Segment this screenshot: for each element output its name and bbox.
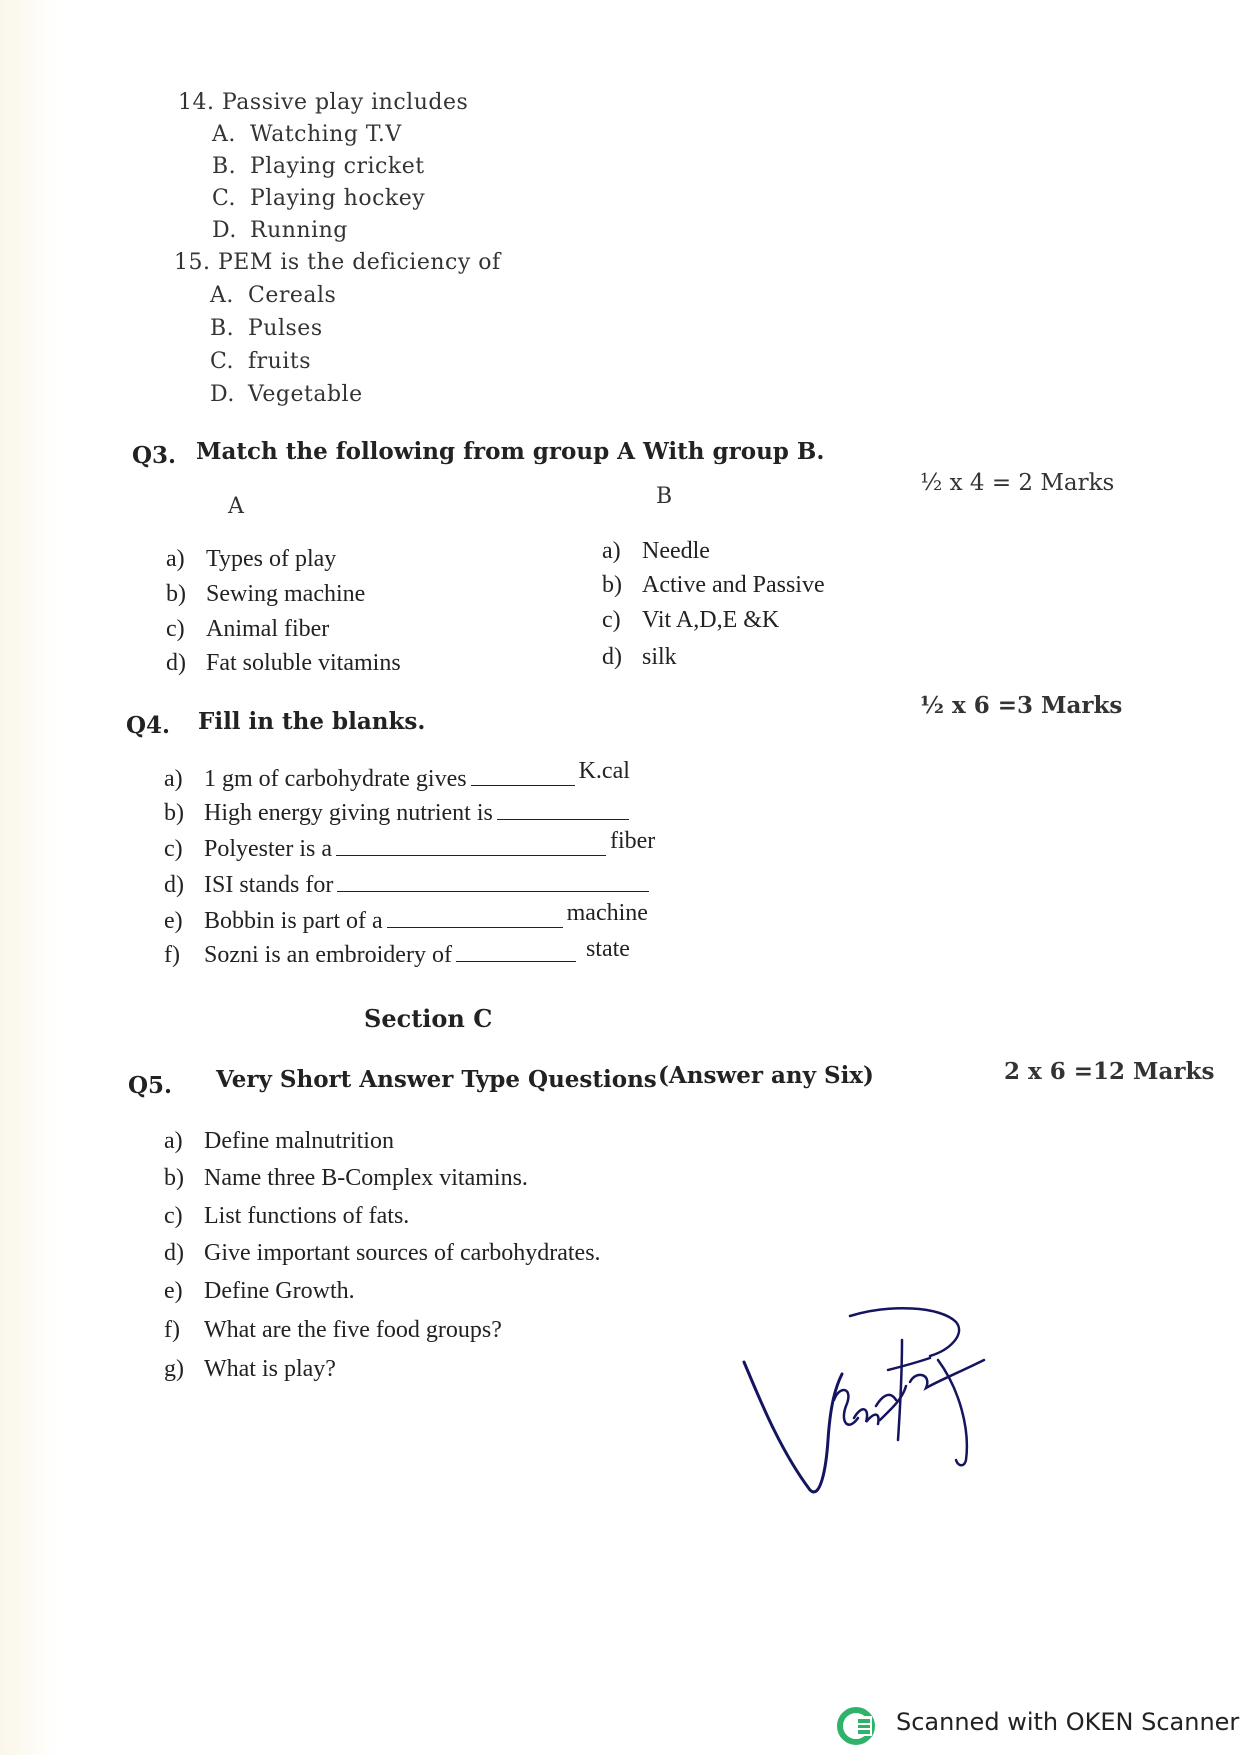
q15-option-c	[210, 349, 311, 374]
q5-note: (Answer any Six)	[658, 1062, 874, 1089]
scanner-watermark-text: Scanned with OKEN Scanner	[896, 1708, 1240, 1736]
q5-marks: 2 x 6 =12 Marks	[1004, 1058, 1215, 1085]
item-letter: c)	[166, 616, 185, 642]
item-suffix: state	[585, 936, 630, 962]
item-text: Polyester is a	[204, 836, 332, 862]
item-letter: b)	[164, 800, 184, 826]
item-text: Name three B-Complex vitamins.	[204, 1165, 528, 1191]
q3-title: Match the following from group A With group B.	[196, 438, 825, 465]
item-letter: a)	[166, 546, 185, 572]
item-letter: b)	[602, 572, 622, 598]
q3-marks: ½ x 4 = 2 Marks	[920, 470, 1115, 496]
option-letter: D.	[210, 382, 235, 407]
item-text: Needle	[642, 538, 710, 564]
item-letter: e)	[164, 1278, 183, 1304]
item-text: Types of play	[206, 546, 337, 572]
oken-scanner-logo-icon	[836, 1706, 876, 1746]
q4-marks: ½ x 6 =3 Marks	[920, 692, 1123, 719]
blank-line	[497, 818, 629, 820]
item-text: What is play?	[204, 1356, 336, 1382]
q3-b-item-b	[602, 572, 825, 599]
blank-line	[471, 784, 575, 786]
question-14: 14. Passive play includes	[178, 90, 469, 115]
q5-number: Q5.	[128, 1072, 173, 1099]
option-letter: B.	[210, 316, 235, 341]
item-text: High energy giving nutrient is	[204, 800, 493, 826]
item-letter: d)	[166, 650, 186, 676]
q14-option-c	[212, 186, 425, 211]
option-letter: D.	[212, 218, 237, 243]
q14-option-d	[212, 218, 348, 243]
blank-line	[456, 960, 576, 962]
option-letter: A.	[212, 122, 236, 147]
q3-a-item-d	[166, 650, 401, 677]
option-text: Running	[250, 218, 348, 243]
item-letter: a)	[602, 538, 621, 564]
item-letter: e)	[164, 908, 183, 934]
item-suffix: machine	[566, 900, 648, 926]
q5-item-c	[164, 1203, 409, 1230]
q15-option-a	[210, 283, 336, 308]
item-text: Sozni is an embroidery of	[204, 942, 452, 968]
q15-option-b	[210, 316, 323, 341]
item-text: Bobbin is part of a	[204, 908, 383, 934]
item-letter: d)	[164, 1240, 184, 1266]
item-letter: a)	[164, 766, 183, 792]
option-letter: C.	[212, 186, 237, 211]
blank-line	[336, 854, 606, 856]
q5-item-b	[164, 1165, 528, 1192]
q4-item-e	[164, 900, 648, 935]
option-text: Watching T.V	[250, 122, 402, 147]
q15-option-d	[210, 382, 363, 407]
q3-a-item-a	[166, 546, 336, 573]
item-text: Vit A,D,E &K	[642, 607, 780, 633]
option-text: Cereals	[248, 283, 337, 308]
q5-item-f	[164, 1317, 502, 1344]
q3-b-item-c	[602, 607, 779, 634]
q4-number: Q4.	[126, 712, 171, 739]
q5-item-a	[164, 1128, 394, 1155]
q4-item-d	[164, 872, 653, 899]
item-text: Active and Passive	[642, 572, 825, 598]
item-letter: b)	[164, 1165, 184, 1191]
blank-line	[387, 926, 563, 928]
item-suffix: K.cal	[578, 758, 630, 784]
item-letter: c)	[164, 1203, 183, 1229]
section-c-title: Section C	[364, 1004, 493, 1033]
item-text: List functions of fats.	[204, 1203, 410, 1229]
question-15: 15. PEM is the deficiency of	[174, 250, 501, 275]
item-text: Sewing machine	[206, 581, 366, 607]
item-text: Fat soluble vitamins	[206, 650, 401, 676]
item-text: ISI stands for	[204, 872, 334, 898]
option-text: Playing cricket	[250, 154, 425, 179]
q3-column-a-heading: A	[228, 494, 244, 519]
option-text: fruits	[248, 349, 311, 374]
item-letter: g)	[164, 1356, 184, 1382]
q4-item-c	[164, 828, 656, 863]
item-letter: d)	[602, 644, 622, 670]
item-letter: c)	[164, 836, 183, 862]
option-letter: A.	[210, 283, 234, 308]
item-letter: b)	[166, 581, 186, 607]
q4-title: Fill in the blanks.	[198, 708, 426, 735]
q3-number: Q3.	[132, 442, 177, 469]
item-text: silk	[642, 644, 677, 670]
item-text: Give important sources of carbohydrates.	[204, 1240, 601, 1266]
page-edge-shade	[0, 0, 60, 1755]
q3-a-item-b	[166, 581, 365, 608]
option-text: Pulses	[248, 316, 323, 341]
q3-a-item-c	[166, 616, 329, 643]
item-letter: d)	[164, 872, 184, 898]
q5-item-g	[164, 1356, 336, 1383]
item-text: Define malnutrition	[204, 1128, 394, 1154]
item-text: Animal fiber	[206, 616, 330, 642]
q3-b-item-a	[602, 538, 710, 565]
option-text: Vegetable	[248, 382, 363, 407]
q5-item-d	[164, 1240, 601, 1267]
q3-column-b-heading: B	[656, 484, 673, 509]
item-text: What are the five food groups?	[204, 1317, 502, 1343]
option-text: Playing hockey	[250, 186, 426, 211]
blank-line	[337, 890, 649, 892]
handwritten-signature	[730, 1300, 1000, 1510]
option-letter: B.	[212, 154, 237, 179]
q4-item-f	[164, 936, 630, 969]
q14-option-a	[212, 122, 402, 147]
item-suffix: fiber	[609, 828, 656, 854]
item-letter: a)	[164, 1128, 183, 1154]
item-letter: f)	[164, 942, 180, 968]
q4-item-b	[164, 800, 633, 827]
q3-b-item-d	[602, 644, 677, 671]
q4-item-a	[164, 758, 630, 793]
item-text: 1 gm of carbohydrate gives	[204, 766, 467, 792]
q5-title: Very Short Answer Type Questions	[216, 1066, 657, 1093]
item-text: Define Growth.	[204, 1278, 355, 1304]
item-letter: c)	[602, 607, 621, 633]
q14-option-b	[212, 154, 425, 179]
q5-item-e	[164, 1278, 355, 1305]
item-letter: f)	[164, 1317, 180, 1343]
option-letter: C.	[210, 349, 235, 374]
